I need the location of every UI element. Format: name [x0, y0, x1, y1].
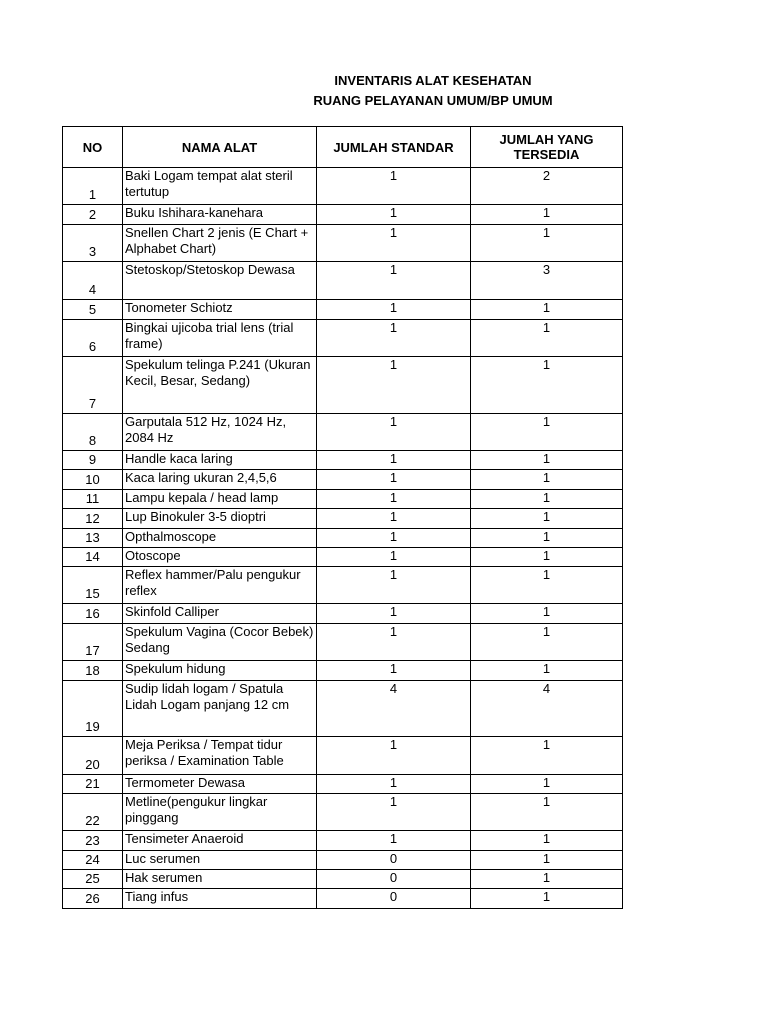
row-item-name: Stetoskop/Stetoskop Dewasa	[123, 262, 317, 300]
header-standard: JUMLAH STANDAR	[317, 127, 471, 168]
row-available-qty: 1	[471, 490, 623, 509]
row-item-name: Buku Ishihara-kanehara	[123, 205, 317, 225]
row-number: 23	[63, 831, 123, 851]
row-number: 10	[63, 470, 123, 490]
row-standard-qty: 1	[317, 831, 471, 851]
document-title	[0, 71, 768, 111]
row-standard-qty: 1	[317, 794, 471, 831]
table-row	[63, 624, 623, 661]
table-row	[63, 567, 623, 604]
row-number: 15	[63, 567, 123, 604]
row-standard-qty: 1	[317, 168, 471, 205]
row-number: 4	[63, 262, 123, 300]
table-row	[63, 870, 623, 889]
row-item-name: Opthalmoscope	[123, 529, 317, 548]
row-number: 24	[63, 851, 123, 870]
title-line-1: INVENTARIS ALAT KESEHATAN	[334, 73, 532, 88]
header-available	[471, 127, 623, 168]
row-standard-qty: 1	[317, 225, 471, 262]
row-item-name: Lup Binokuler 3-5 dioptri	[123, 509, 317, 529]
row-number: 22	[63, 794, 123, 831]
row-number: 19	[63, 681, 123, 737]
row-number: 6	[63, 320, 123, 357]
row-standard-qty: 0	[317, 889, 471, 909]
table-row	[63, 737, 623, 775]
title-line-2: RUANG PELAYANAN UMUM/BP UMUM	[313, 93, 553, 108]
row-available-qty: 1	[471, 509, 623, 529]
row-available-qty: 1	[471, 831, 623, 851]
table-row	[63, 529, 623, 548]
row-number: 25	[63, 870, 123, 889]
row-available-qty: 1	[471, 851, 623, 870]
header-available-text: JUMLAH YANG TERSEDIA	[499, 132, 594, 162]
table-row	[63, 889, 623, 909]
row-item-name: Baki Logam tempat alat steril tertutup	[123, 168, 317, 205]
row-item-name: Tiang infus	[123, 889, 317, 909]
table-row	[63, 357, 623, 414]
row-item-name: Spekulum Vagina (Cocor Bebek) Sedang	[123, 624, 317, 661]
row-standard-qty: 1	[317, 529, 471, 548]
row-available-qty: 1	[471, 414, 623, 451]
row-standard-qty: 1	[317, 509, 471, 529]
table-row	[63, 775, 623, 794]
row-item-name: Skinfold Calliper	[123, 604, 317, 624]
row-available-qty: 1	[471, 205, 623, 225]
table-body	[63, 168, 623, 909]
row-standard-qty: 1	[317, 470, 471, 490]
row-standard-qty: 4	[317, 681, 471, 737]
row-available-qty: 1	[471, 529, 623, 548]
row-number: 8	[63, 414, 123, 451]
row-available-qty: 1	[471, 775, 623, 794]
row-standard-qty: 1	[317, 737, 471, 775]
row-number: 7	[63, 357, 123, 414]
row-standard-qty: 1	[317, 604, 471, 624]
table-row	[63, 509, 623, 529]
row-number: 12	[63, 509, 123, 529]
table-row	[63, 451, 623, 470]
row-available-qty: 1	[471, 889, 623, 909]
row-available-qty: 1	[471, 470, 623, 490]
row-available-qty: 1	[471, 624, 623, 661]
row-number: 16	[63, 604, 123, 624]
table-row	[63, 604, 623, 624]
row-item-name: Sudip lidah logam / Spatula Lidah Logam panjang 12 cm	[123, 681, 317, 737]
table-row	[63, 262, 623, 300]
row-number: 18	[63, 661, 123, 681]
row-item-name: Snellen Chart 2 jenis (E Chart + Alphabet Chart)	[123, 225, 317, 262]
row-item-name: Spekulum hidung	[123, 661, 317, 681]
row-item-name: Tonometer Schiotz	[123, 300, 317, 320]
table-row	[63, 490, 623, 509]
row-standard-qty: 1	[317, 414, 471, 451]
row-item-name: Luc serumen	[123, 851, 317, 870]
table-row	[63, 851, 623, 870]
table-header-row	[63, 127, 623, 168]
row-available-qty: 1	[471, 451, 623, 470]
row-available-qty: 1	[471, 548, 623, 567]
row-available-qty: 1	[471, 357, 623, 414]
row-available-qty: 4	[471, 681, 623, 737]
row-standard-qty: 1	[317, 300, 471, 320]
row-available-qty: 3	[471, 262, 623, 300]
row-standard-qty: 1	[317, 320, 471, 357]
row-number: 1	[63, 168, 123, 205]
table-row	[63, 168, 623, 205]
row-standard-qty: 1	[317, 775, 471, 794]
table-row	[63, 414, 623, 451]
row-item-name: Reflex hammer/Palu pengukur reflex	[123, 567, 317, 604]
row-available-qty: 1	[471, 737, 623, 775]
table-row	[63, 794, 623, 831]
row-standard-qty: 1	[317, 661, 471, 681]
table-row	[63, 681, 623, 737]
table-row	[63, 470, 623, 490]
row-available-qty: 1	[471, 661, 623, 681]
row-item-name: Bingkai ujicoba trial lens (trial frame)	[123, 320, 317, 357]
row-available-qty: 1	[471, 604, 623, 624]
row-standard-qty: 0	[317, 851, 471, 870]
row-standard-qty: 1	[317, 451, 471, 470]
row-standard-qty: 1	[317, 490, 471, 509]
table-row	[63, 831, 623, 851]
row-number: 14	[63, 548, 123, 567]
row-number: 21	[63, 775, 123, 794]
row-standard-qty: 1	[317, 262, 471, 300]
table-row	[63, 205, 623, 225]
row-item-name: Metline(pengukur lingkar pinggang	[123, 794, 317, 831]
header-name: NAMA ALAT	[123, 127, 317, 168]
row-item-name: Handle kaca laring	[123, 451, 317, 470]
inventory-table	[62, 126, 623, 909]
row-available-qty: 1	[471, 320, 623, 357]
row-number: 13	[63, 529, 123, 548]
row-standard-qty: 1	[317, 624, 471, 661]
table-row	[63, 225, 623, 262]
table-row	[63, 548, 623, 567]
row-item-name: Termometer Dewasa	[123, 775, 317, 794]
table-row	[63, 320, 623, 357]
row-number: 20	[63, 737, 123, 775]
row-item-name: Lampu kepala / head lamp	[123, 490, 317, 509]
row-available-qty: 1	[471, 567, 623, 604]
row-number: 17	[63, 624, 123, 661]
row-item-name: Hak serumen	[123, 870, 317, 889]
row-number: 5	[63, 300, 123, 320]
row-number: 3	[63, 225, 123, 262]
table-row	[63, 661, 623, 681]
row-available-qty: 1	[471, 870, 623, 889]
row-standard-qty: 1	[317, 205, 471, 225]
row-available-qty: 1	[471, 794, 623, 831]
row-available-qty: 1	[471, 300, 623, 320]
row-standard-qty: 1	[317, 357, 471, 414]
row-number: 9	[63, 451, 123, 470]
row-number: 11	[63, 490, 123, 509]
row-number: 2	[63, 205, 123, 225]
row-available-qty: 1	[471, 225, 623, 262]
row-item-name: Tensimeter Anaeroid	[123, 831, 317, 851]
header-no: NO	[63, 127, 123, 168]
row-standard-qty: 1	[317, 548, 471, 567]
row-item-name: Spekulum telinga P.241 (Ukuran Kecil, Besar, Sedang)	[123, 357, 317, 414]
row-standard-qty: 0	[317, 870, 471, 889]
row-item-name: Kaca laring ukuran 2,4,5,6	[123, 470, 317, 490]
row-item-name: Otoscope	[123, 548, 317, 567]
row-item-name: Meja Periksa / Tempat tidur periksa / Examination Table	[123, 737, 317, 775]
row-available-qty: 2	[471, 168, 623, 205]
row-number: 26	[63, 889, 123, 909]
table-row	[63, 300, 623, 320]
row-standard-qty: 1	[317, 567, 471, 604]
row-item-name: Garputala 512 Hz, 1024 Hz, 2084 Hz	[123, 414, 317, 451]
